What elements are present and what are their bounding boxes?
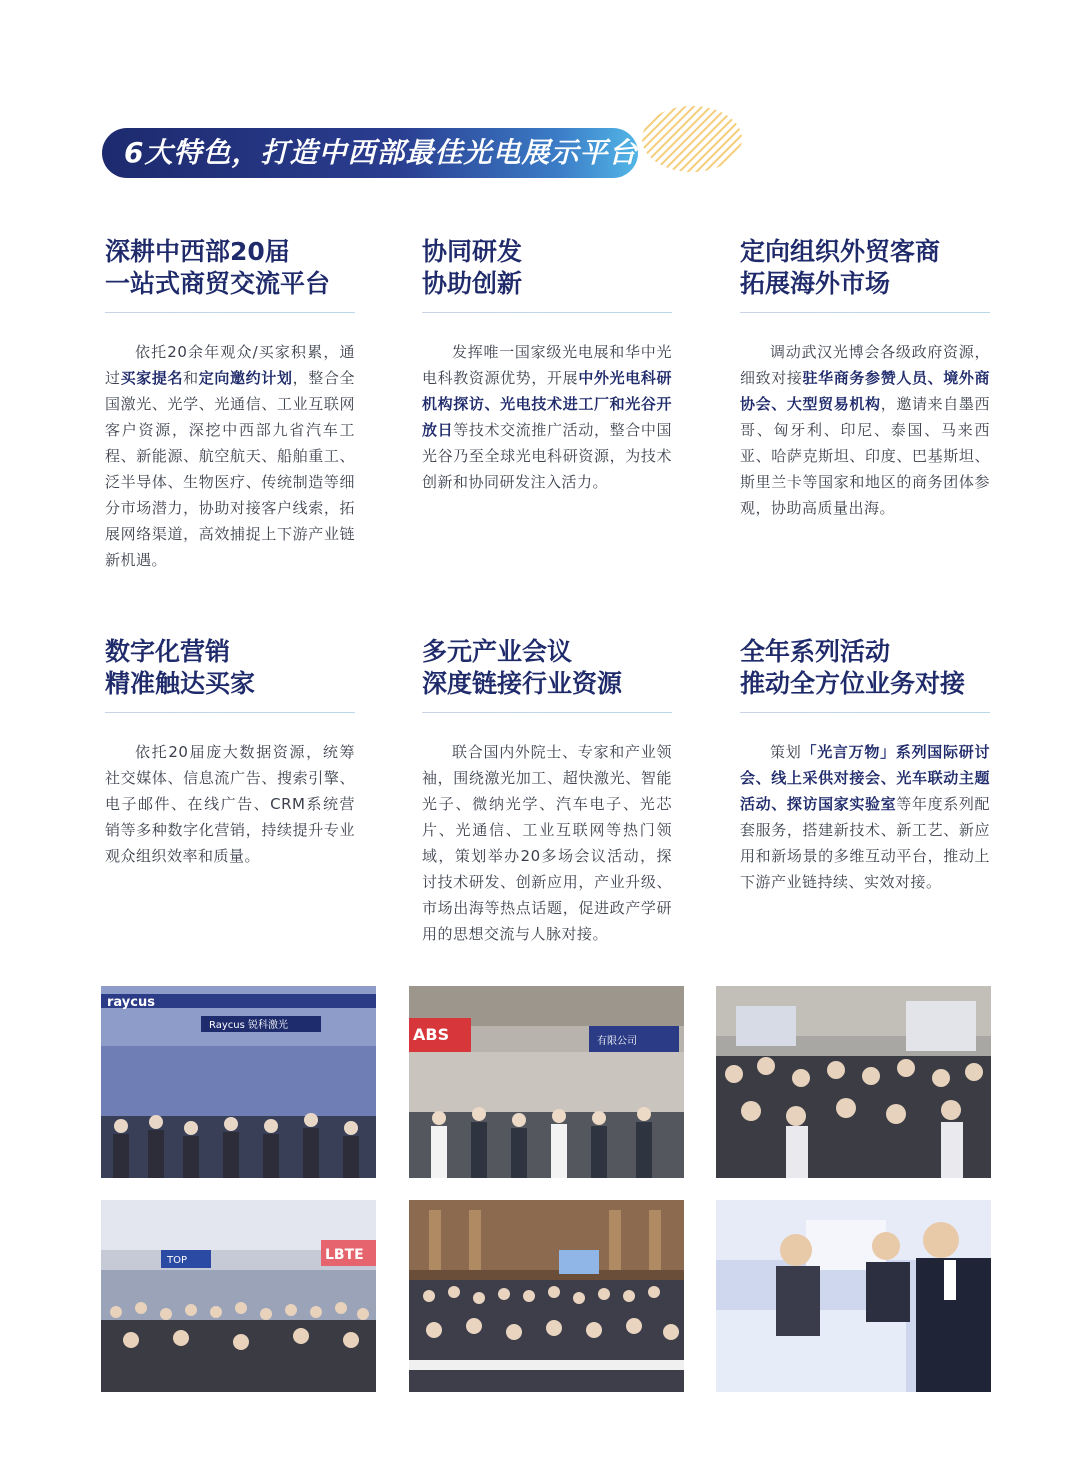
conference-photo: [409, 1200, 684, 1392]
highlight-text: 驻华商务参赞人员、境外商协会、大型贸易机构: [740, 369, 990, 413]
body-text: 策划: [770, 743, 802, 761]
feature-title: 数字化营销 精准触达买家: [105, 637, 256, 698]
section-title: 6大特色，打造中西部最佳光电展示平台: [102, 128, 638, 178]
exhibition-photo: [716, 1200, 991, 1392]
banner-dot-pattern: [642, 106, 742, 172]
divider: [740, 712, 990, 713]
divider: [422, 312, 672, 313]
highlight-text: 中外光电科研机构探访、光电技术进工厂和光谷开放日: [422, 369, 672, 439]
feature-card: [105, 236, 355, 573]
body-text: 调动武汉光博会各级政府资源，细致对接: [740, 343, 990, 387]
highlight-text: 买家提名: [120, 369, 184, 387]
body-text: 等年度系列配套服务，搭建新技术、新工艺、新应用和新场景的多维互动平台，推动上下游产业链持续、实效对接。: [740, 795, 990, 891]
exhibition-photo: [101, 1200, 376, 1392]
divider: [740, 312, 990, 313]
booth-sign: Raycus 锐科激光: [209, 1020, 288, 1031]
feature-title: 协同研发 协助创新: [422, 237, 523, 298]
feature-title: 深耕中西部20届 一站式商贸交流平台: [105, 237, 331, 298]
feature-body: [105, 739, 355, 869]
feature-body: [740, 739, 990, 895]
body-text: 联合国内外院士、专家和产业领袖，围绕激光加工、超快激光、智能光子、微纳光学、汽车电子、光芯片、光通信、工业互联网等热门领域，策划举办20多场会议活动，探讨技术研发、创新应用，产业升级、市场出海等热点话题，促进政产学研用的思想交流与人脉对接。: [422, 743, 672, 943]
body-text: 依托20届庞大数据资源，统筹社交媒体、信息流广告、搜索引擎、电子邮件、在线广告、CRM系统营销等多种数字化营销，持续提升专业观众组织效率和质量。: [105, 743, 355, 865]
highlight-text: 「光言万物」系列国际研讨会、线上采供对接会、光车联动主题活动、探访国家实验室: [740, 743, 990, 813]
feature-body: [740, 339, 990, 521]
body-text: ，邀请来自墨西哥、匈牙利、印尼、泰国、马来西亚、哈萨克斯坦、印度、巴基斯坦、斯里兰卡等国家和地区的商务团体参观，协助高质量出海。: [740, 395, 990, 517]
body-text: 等技术交流推广活动，整合中国光谷乃至全球光电科研资源，为技术创新和协同研发注入活力。: [422, 421, 672, 491]
booth-sign: raycus: [107, 995, 155, 1010]
feature-card: [105, 636, 355, 869]
exhibition-photo: [101, 986, 376, 1178]
feature-card: [740, 236, 990, 521]
booth-sign: TOP: [167, 1255, 188, 1266]
feature-title: 全年系列活动 推动全方位业务对接: [740, 637, 966, 698]
body-text: 发挥唯一国家级光电展和华中光电科教资源优势，开展: [422, 343, 672, 387]
feature-title: 多元产业会议 深度链接行业资源: [422, 637, 623, 698]
booth-sign: ABS: [413, 1025, 450, 1044]
highlight-text: 定向邀约计划: [198, 369, 293, 387]
exhibition-photo: [409, 986, 684, 1178]
feature-card: [422, 636, 672, 947]
feature-body: [422, 339, 672, 495]
divider: [105, 712, 355, 713]
booth-sign: LBTE: [325, 1247, 364, 1263]
feature-body: [105, 339, 355, 573]
divider: [422, 712, 672, 713]
feature-body: [422, 739, 672, 947]
feature-card: [740, 636, 990, 895]
booth-sign: 有限公司: [597, 1036, 637, 1047]
body-text: ，整合全国激光、光学、光通信、工业互联网客户资源，深挖中西部九省汽车工程、新能源、航空航天、船舶重工、泛半导体、生物医疗、传统制造等细分市场潜力，协助对接客户线索，拓展网络渠道，高效捕捉上下游产业链新机遇。: [105, 369, 355, 569]
divider: [105, 312, 355, 313]
body-text: 和: [183, 369, 199, 387]
feature-title: 定向组织外贸客商 拓展海外市场: [740, 237, 941, 298]
body-text: 依托20余年观众/买家积累，通过: [105, 343, 355, 387]
section-banner: [102, 106, 682, 186]
feature-card: [422, 236, 672, 495]
exhibition-photo: [716, 986, 991, 1178]
